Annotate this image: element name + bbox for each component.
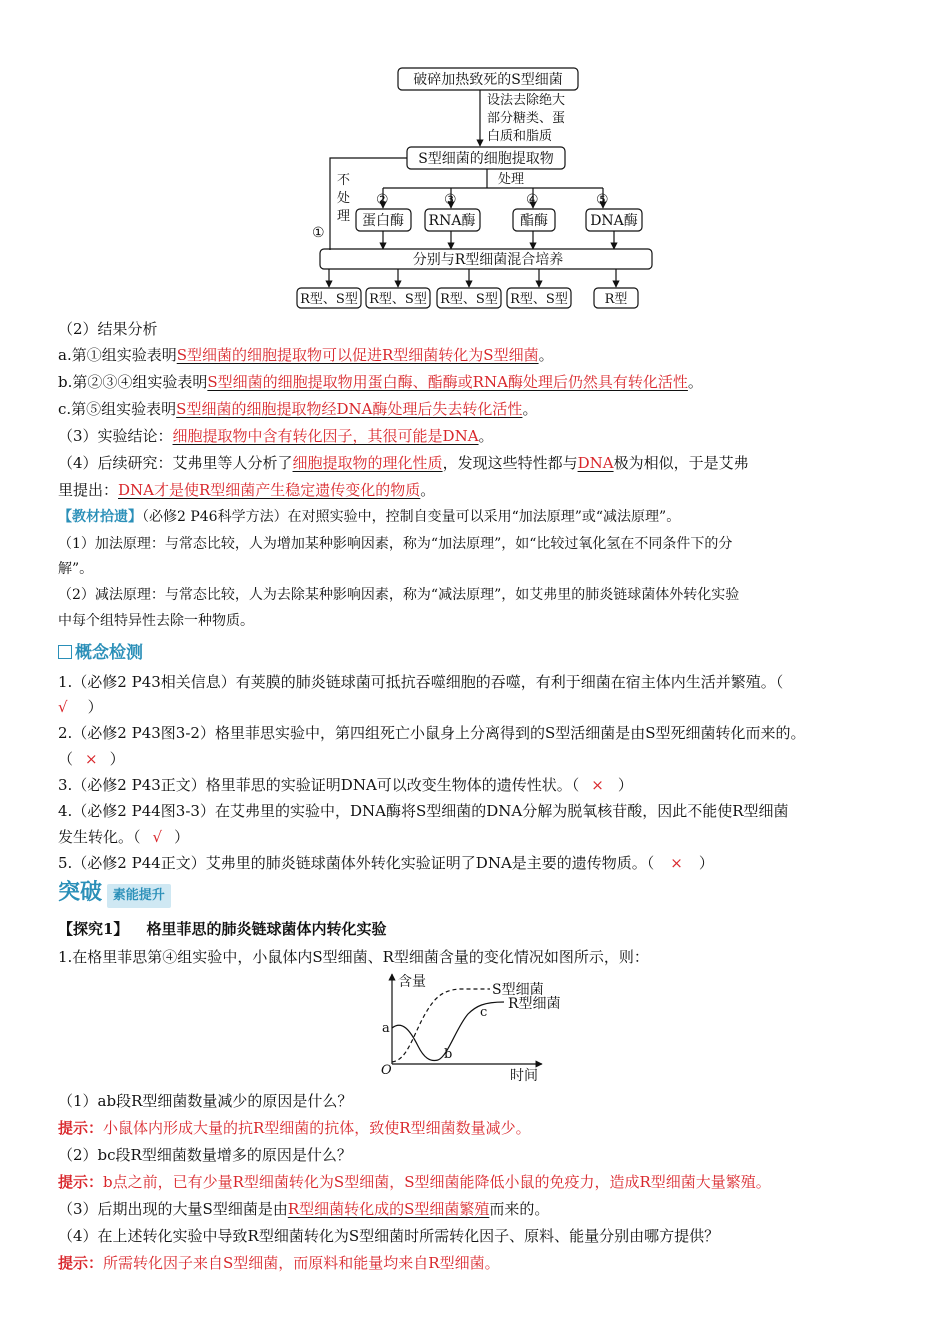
point-a: a: [382, 1021, 390, 1036]
concept-q4b: 发生转化。（ √ ）: [58, 828, 190, 846]
group-5: ⑤: [596, 192, 609, 208]
analysis-heading: （2）结果分析: [58, 320, 158, 338]
series-s-curve: [392, 989, 490, 1062]
enzyme-4: 酯酶: [520, 213, 548, 229]
textbook-label: 【教材拾遗】: [58, 509, 142, 525]
breakthrough-header: 突破 素能提升: [58, 882, 171, 908]
group-1: ①: [312, 225, 325, 241]
result-4: R型、S型: [510, 292, 568, 307]
point-c: c: [480, 1005, 488, 1020]
no-treat-2: 处: [337, 191, 351, 206]
concept-q4a: 4.（必修2 P44图3-3）在艾弗里的实验中，DNA酶将S型细菌的DNA分解为脱氧核苷酸，因此不能使R型细菌: [58, 802, 789, 820]
textbook-add-1: （1）加法原理：与常态比较，人为增加某种影响因素，称为“加法原理”，如“比较过氧化氢在不同条件下的分: [58, 536, 733, 552]
concept-q2: 2.（必修2 P43图3-2）格里菲思实验中，第四组死亡小鼠身上分离得到的S型活细菌是由S型死细菌转化而来的。: [58, 724, 806, 742]
side-note-3: 白质和脂质: [487, 129, 553, 144]
analysis-c: c.第⑤组实验表明S型细菌的细胞提取物经DNA酶处理后失去转化活性。: [58, 400, 538, 418]
point-b: b: [444, 1047, 453, 1062]
y-label: 含量: [398, 974, 426, 990]
concept-q3: 3.（必修2 P43正文）格里菲思的实验证明DNA可以改变生物体的遗传性状。（ × ）: [58, 776, 633, 794]
answer-conclusion: 细胞提取物中含有转化因子，其很可能是DNA: [172, 427, 479, 445]
answer-c: S型细菌的细胞提取物经DNA酶处理后失去转化活性: [176, 400, 523, 418]
answer-b: S型细菌的细胞提取物用蛋白酶、酯酶或RNA酶处理后仍然具有转化活性: [207, 373, 688, 391]
result-5: R型: [604, 292, 628, 307]
qa-q1: （1）ab段R型细菌数量减少的原因是什么？: [58, 1092, 353, 1110]
answer-a: S型细菌的细胞提取物可以促进R型细菌转化为S型细菌: [176, 346, 539, 364]
group-4: ④: [526, 192, 539, 208]
answer-q3: R型细菌转化成的S型细菌繁殖: [287, 1200, 490, 1218]
group-2: ②: [376, 192, 389, 208]
result-2: R型、S型: [369, 292, 427, 307]
top-box-label: 破碎加热致死的S型细菌: [413, 72, 563, 88]
bacteria-chart: [372, 968, 592, 1088]
group-3: ③: [444, 192, 457, 208]
enzyme-5: DNA酶: [590, 213, 638, 229]
qa-q4: （4）在上述转化实验中导致R型细菌转化为S型细菌时所需转化因子、原料、能量分别由哪方提供？: [58, 1227, 720, 1245]
concept-q2-answer: （ × ）: [58, 750, 125, 768]
followup-line-1: （4）后续研究：艾弗里等人分析了细胞提取物的理化性质，发现这些特性都与DNA极为相似，于是艾弗: [58, 454, 749, 472]
explore-q1: 1.在格里菲思第④组实验中，小鼠体内S型细菌、R型细菌含量的变化情况如图所示，则：: [58, 948, 649, 966]
x-label: 时间: [510, 1068, 538, 1084]
q2-mark: ×: [85, 750, 98, 768]
qa-q2: （2）bc段R型细菌数量增多的原因是什么？: [58, 1146, 352, 1164]
conclusion: （3）实验结论：细胞提取物中含有转化因子，其很可能是DNA。: [58, 427, 494, 445]
enzyme-3: RNA酶: [428, 213, 476, 229]
no-treat-1: 不: [337, 173, 351, 188]
treat-label: 处理: [498, 172, 525, 187]
analysis-a: a.第①组实验表明S型细菌的细胞提取物可以促进R型细菌转化为S型细菌。: [58, 346, 554, 364]
answer-followup-1: 细胞提取物的理化性质: [292, 454, 443, 472]
explore-title: 【探究1】 格里菲思的肺炎链球菌体内转化实验: [58, 920, 387, 938]
side-note-1: 设法去除绝大: [487, 93, 566, 108]
textbook-sub-2: 中每个组特异性去除一种物质。: [58, 613, 254, 629]
answer-followup-3: DNA才是使R型细菌产生稳定遗传变化的物质: [118, 481, 421, 499]
q5-mark: ×: [670, 854, 683, 872]
answer-followup-2: DNA: [577, 454, 614, 472]
qa-a1: 提示：小鼠体内形成大量的抗R型细菌的抗体，致使R型细菌数量减少。: [58, 1119, 531, 1137]
q4-mark: √: [152, 828, 163, 846]
side-note-2: 部分糖类、蛋: [487, 111, 566, 126]
concept-q1: 1.（必修2 P43相关信息）有荚膜的肺炎链球菌可抵抗吞噬细胞的吞噬，有利于细菌在宿主体内生活并繁殖。（: [58, 673, 784, 691]
textbook-sub-1: （2）减法原理：与常态比较，人为去除某种影响因素，称为“减法原理”，如艾弗里的肺炎链球菌体外转化实验: [58, 587, 740, 603]
result-1: R型、S型: [300, 292, 358, 307]
analysis-b: b.第②③④组实验表明S型细菌的细胞提取物用蛋白酶、酯酶或RNA酶处理后仍然具有转化活性。: [58, 373, 703, 391]
concept-q5: 5.（必修2 P44正文）艾弗里的肺炎链球菌体外转化实验证明了DNA是主要的遗传物质。（ × ）: [58, 854, 714, 872]
concept-title: 概念检测: [58, 642, 143, 664]
concept-q1-answer: √ ）: [58, 698, 103, 716]
qa-q3: （3）后期出现的大量S型细菌是由R型细菌转化成的S型细菌繁殖而来的。: [58, 1200, 550, 1218]
no-treat-3: 理: [337, 209, 351, 224]
textbook-intro: 【教材拾遗】（必修2 P46科学方法）在对照实验中，控制自变量可以采用“加法原理”或“减法原理”。: [58, 509, 681, 525]
legend-s: S型细菌: [492, 982, 544, 998]
q3-mark: ×: [591, 776, 604, 794]
enzyme-2: 蛋白酶: [362, 213, 404, 229]
qa-a4: 提示：所需转化因子来自S型细菌，而原料和能量均来自R型细菌。: [58, 1254, 500, 1272]
result-3: R型、S型: [440, 292, 498, 307]
origin-label: O: [381, 1063, 392, 1078]
q1-mark: √: [58, 698, 68, 716]
mix-box-label: 分别与R型细菌混合培养: [412, 252, 564, 268]
extract-box-label: S型细菌的细胞提取物: [418, 151, 554, 167]
checkbox-icon: [58, 645, 72, 659]
followup-line-2: 里提出：DNA才是使R型细菌产生稳定遗传变化的物质。: [58, 481, 436, 499]
qa-a2: 提示：b点之前，已有少量R型细菌转化为S型细菌，S型细菌能降低小鼠的免疫力，造成R型细菌大量繁殖。: [58, 1173, 771, 1191]
legend-r: R型细菌: [508, 996, 561, 1012]
textbook-add-2: 解”。: [58, 561, 94, 577]
